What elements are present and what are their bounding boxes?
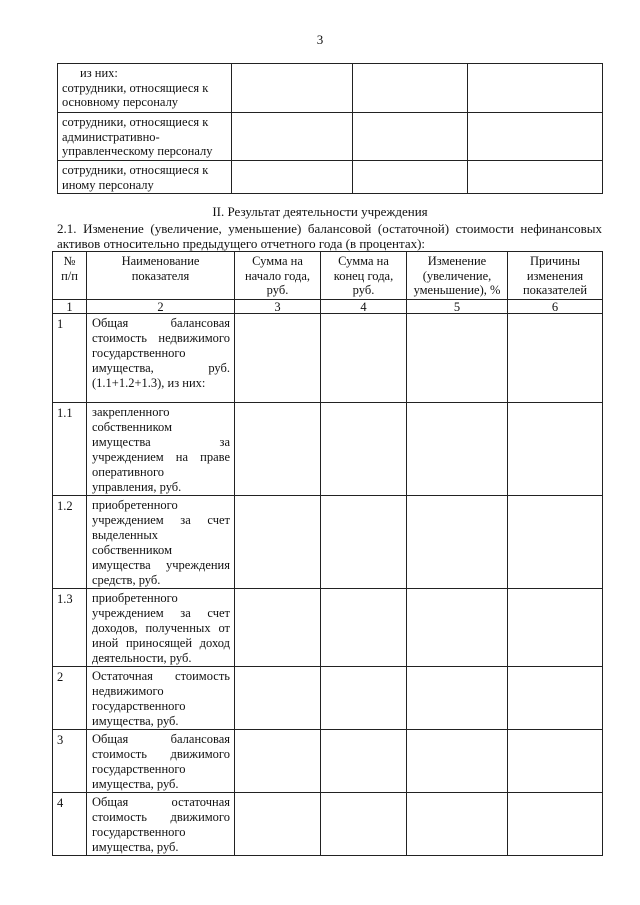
table-row xyxy=(58,64,603,113)
empty-cell xyxy=(321,402,407,495)
empty-cell xyxy=(321,666,407,729)
empty-cell xyxy=(321,792,407,855)
row-code: 4 xyxy=(53,792,87,855)
empty-cell xyxy=(508,402,603,495)
column-header: Сумма на конец года, руб. xyxy=(321,252,407,300)
empty-cell xyxy=(508,495,603,588)
label-line: сотрудники, относящиеся к xyxy=(62,80,209,95)
staff-table xyxy=(57,63,603,194)
row-name: закрепленного собственником имущества за учреждением на праве оперативного управления, руб. xyxy=(87,402,235,495)
row-name: Общая остаточная стоимость движимого государственного имущества, руб. xyxy=(87,792,235,855)
empty-cell xyxy=(508,792,603,855)
empty-cell xyxy=(235,792,321,855)
empty-cell xyxy=(235,729,321,792)
column-number-row xyxy=(53,299,603,313)
empty-cell xyxy=(468,161,603,194)
empty-cell xyxy=(353,113,468,161)
section-title: II. Результат деятельности учреждения xyxy=(212,204,428,219)
column-header: Изменение (увеличение, уменьшение), % xyxy=(407,252,508,300)
label-line: сотрудники, относящиеся к xyxy=(62,115,209,129)
row-code: 1 xyxy=(53,313,87,402)
row-code: 1.3 xyxy=(53,588,87,666)
row-name: приобретенного учреждением за счет выделенных собственником имущества учреждения средств, руб. xyxy=(87,495,235,588)
column-header: Сумма на начало года, руб. xyxy=(235,252,321,300)
empty-cell xyxy=(407,495,508,588)
table-row xyxy=(58,113,603,161)
table-row xyxy=(53,729,603,792)
label-line: из них: xyxy=(80,66,118,80)
table-row xyxy=(53,666,603,729)
empty-cell xyxy=(235,495,321,588)
empty-cell xyxy=(321,313,407,402)
row-name: Остаточная стоимость недвижимого государственного имущества, руб. xyxy=(87,666,235,729)
column-header: Наименование показателя xyxy=(87,252,235,300)
subsection-heading: 2.1. Изменение (увеличение, уменьшение) балансовой (остаточной) стоимости нефинансовых активов относительно предыдущего отчетного года (в процентах): xyxy=(57,221,602,251)
row-code: 3 xyxy=(53,729,87,792)
empty-cell xyxy=(407,666,508,729)
column-number: 4 xyxy=(321,299,407,313)
empty-cell xyxy=(321,495,407,588)
assets-table xyxy=(52,251,603,856)
empty-cell xyxy=(508,729,603,792)
empty-cell xyxy=(353,161,468,194)
empty-cell xyxy=(321,729,407,792)
row-code: 2 xyxy=(53,666,87,729)
empty-cell xyxy=(235,313,321,402)
empty-cell xyxy=(235,402,321,495)
empty-cell xyxy=(407,792,508,855)
column-number: 2 xyxy=(87,299,235,313)
empty-cell xyxy=(468,64,603,113)
table-row xyxy=(53,792,603,855)
table-row xyxy=(53,588,603,666)
empty-cell xyxy=(407,313,508,402)
column-number: 6 xyxy=(508,299,603,313)
label-line: административно- xyxy=(62,129,160,144)
empty-cell xyxy=(235,588,321,666)
table-row xyxy=(53,402,603,495)
page-number: 3 xyxy=(316,32,324,47)
row-name: приобретенного учреждением за счет доходов, полученных от иной приносящей доход деятельности, руб. xyxy=(87,588,235,666)
empty-cell xyxy=(321,588,407,666)
label-line: основному персоналу xyxy=(62,95,179,109)
empty-cell xyxy=(235,666,321,729)
empty-cell xyxy=(468,113,603,161)
column-header: № п/п xyxy=(53,252,87,300)
row-name: Общая балансовая стоимость недвижимого государственного имущества, руб.(1.1+1.2+1.3), из них: xyxy=(87,313,235,402)
empty-cell xyxy=(232,64,353,113)
header-row xyxy=(53,252,603,300)
column-number: 1 xyxy=(53,299,87,313)
empty-cell xyxy=(508,588,603,666)
row-code: 1.2 xyxy=(53,495,87,588)
table-row xyxy=(58,161,603,194)
empty-cell xyxy=(407,402,508,495)
label-line: управленческому персоналу xyxy=(62,144,213,158)
column-number: 3 xyxy=(235,299,321,313)
column-number: 5 xyxy=(407,299,508,313)
label-line: сотрудники, относящиеся к xyxy=(62,163,209,177)
empty-cell xyxy=(232,113,353,161)
empty-cell xyxy=(407,729,508,792)
empty-cell xyxy=(353,64,468,113)
row-name: Общая балансовая стоимость движимого государственного имущества, руб. xyxy=(87,729,235,792)
staff-row-label xyxy=(58,64,232,113)
empty-cell xyxy=(508,666,603,729)
column-header: Причины изменения показателей xyxy=(508,252,603,300)
staff-row-label xyxy=(58,113,232,161)
row-code: 1.1 xyxy=(53,402,87,495)
table-row xyxy=(53,495,603,588)
label-line: иному персоналу xyxy=(62,177,154,192)
table-row xyxy=(53,313,603,402)
staff-row-label xyxy=(58,161,232,194)
empty-cell xyxy=(232,161,353,194)
empty-cell xyxy=(508,313,603,402)
empty-cell xyxy=(407,588,508,666)
